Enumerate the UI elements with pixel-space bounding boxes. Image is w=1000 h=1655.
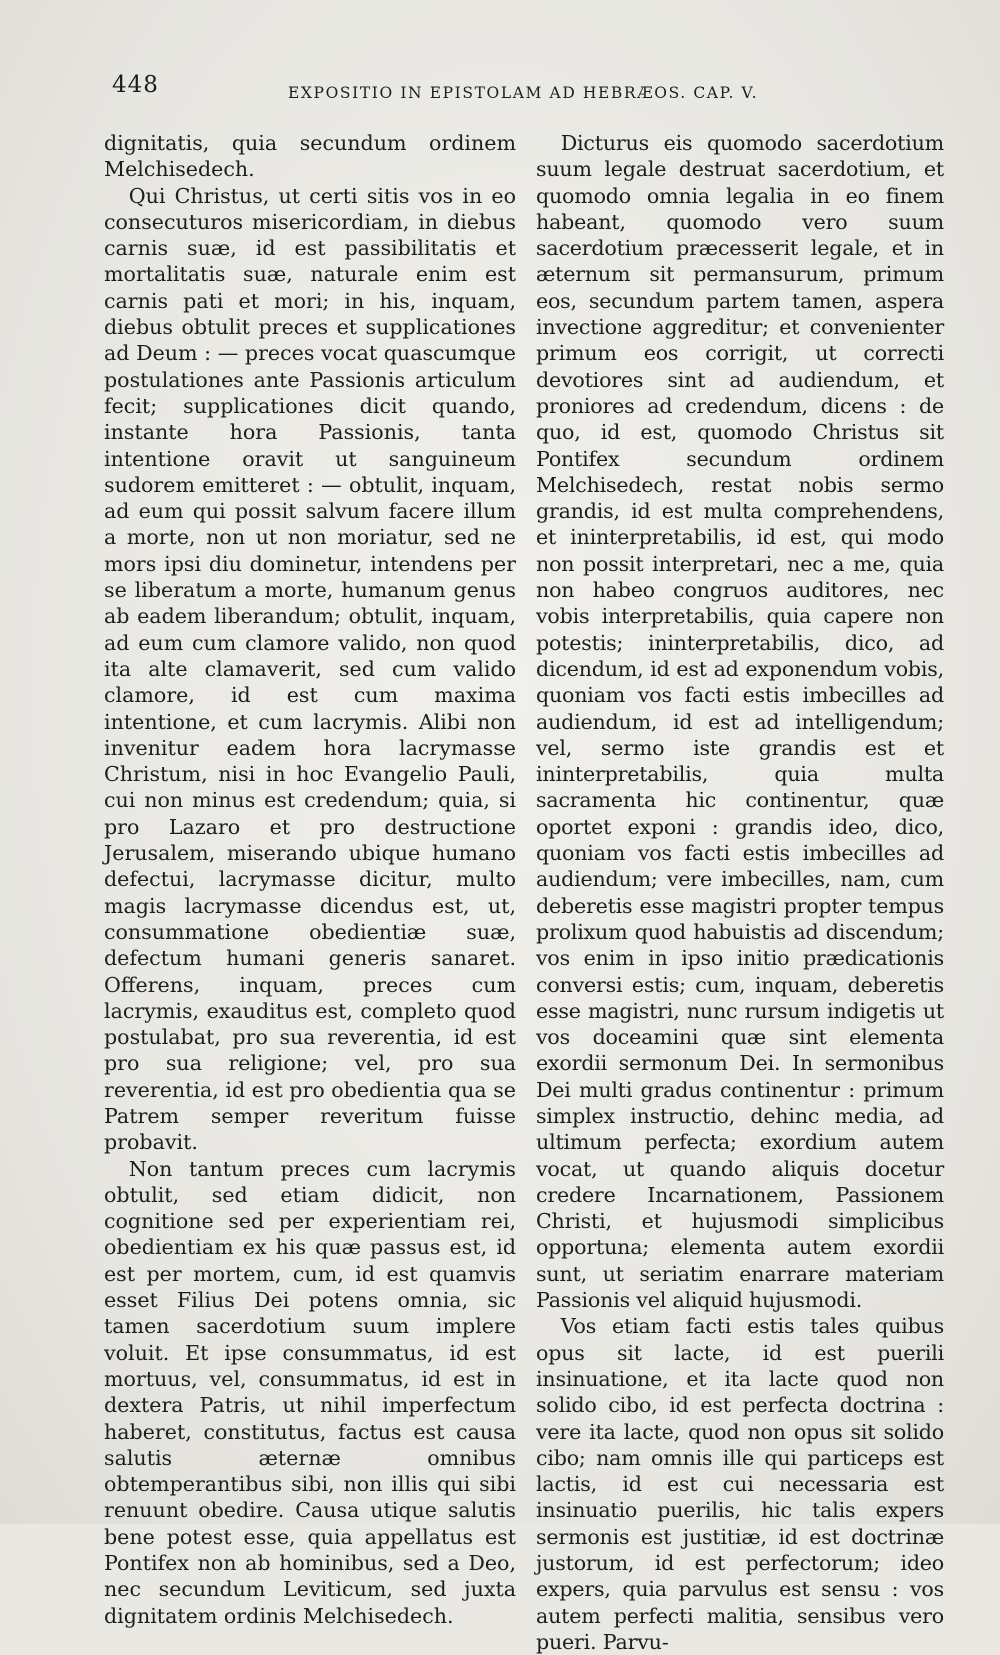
paragraph: Qui Christus, ut certi sitis vos in eo consecuturos misericordiam, in diebus carnis suæ, id est passibilitatis et mortalitatis suæ, naturale enim est carnis pati et mori; in his, inquam, diebus obtulit preces et supplicationes ad Deum : — preces vocat quascumque postulationes ante Passionis articulum fecit; supplicationes dicit quando, instante hora Passionis, tanta intentione oravit ut sanguineum sudorem emitteret : — obtulit, inquam, ad eum qui possit salvum facere illum a morte, non ut non moriatur, sed ne mors ipsi diu dominetur, intendens per se liberatum a morte, humanum genus ab eadem liberandum; obtulit, inquam, ad eum cum clamore valido, non quod ita alte clamaverit, sed cum valido clamore, id est cum maxima intentione, et cum lacrymis. Alibi non invenitur eadem hora lacrymasse Christum, nisi in hoc Evangelio Pauli, cui non minus est credendum; quia, si pro Lazaro et pro destructione Jerusalem, miserando ubique humano defectui, lacrymasse dicitur, multo magis lacrymasse dicendus est, ut, consummatione obedientiæ suæ, defectum humani generis sanaret. Offerens, inquam, preces cum lacrymis, exauditus est, completo quod postulabat, pro sua reverentia, id est pro sua religione; vel, pro sua reverentia, id est pro obedientia qua se Patrem semper reveritum fuisse probavit. — [104, 183, 516, 1155]
right-column — [536, 130, 944, 1655]
paragraph: dignitatis, quia secundum ordinem Melchisedech. — [104, 131, 516, 182]
left-column — [104, 130, 516, 1629]
running-head — [112, 72, 780, 112]
paragraph: Non tantum preces cum lacrymis obtulit, sed etiam didicit, non cognitione sed per experientiam rei, obedientiam ex his quæ passus est, id est per mortem, cum, id est quamvis esset Filius Dei potens omnia, sic tamen sacerdotium suum implere voluit. Et ipse consummatus, id est mortuus, vel, consummatus, id est in dextera Patris, ut nihil imperfectum haberet, constitutus, factus est causa salutis æternæ omnibus obtemperantibus sibi, non illis qui sibi renuunt obedire. Causa utique salutis bene potest esse, quia appellatus est Pontifex non ab hominibus, sed a Deo, nec secundum Leviticum, sed juxta dignitatem ordinis Melchisedech. — [104, 1156, 516, 1628]
paragraph: Dicturus eis quomodo sacerdotium suum legale destruat sacerdotium, et quomodo omnia legalia in eo finem habeant, quomodo vero suum sacerdotium præcesserit legale, et in æternum sit permansurum, primum eos, secundum partem tamen, aspera invectione aggreditur; et convenienter primum eos corrigit, ut correcti devotiores sint ad audiendum, et proniores ad credendum, dicens : de quo, id est, quomodo Christus sit Pontifex secundum ordinem Melchisedech, restat nobis sermo grandis, id est multa comprehendens, et ininterpretabilis, id est, qui modo non possit interpretari, nec a me, quia non habeo congruos auditores, nec vobis interpretabilis, quia capere non potestis; ininterpretabilis, dico, ad dicendum, id est ad exponendum vobis, quoniam vos facti estis imbecilles ad audiendum, id est ad intelligendum; vel, sermo iste grandis est et ininterpretabilis, quia multa sacramenta hic continentur, quæ oportet exponi : grandis ideo, dico, quoniam vos facti estis imbecilles ad audiendum; vere imbecilles, nam, cum deberetis esse magistri propter tempus prolixum quod habuistis ad discendum; vos enim in ipso initio prædicationis conversi estis; cum, inquam, deberetis esse magistri, nunc rursum indigetis ut vos doceamini quæ sint elementa exordii sermonum Dei. In sermonibus Dei multi gradus continentur : primum simplex instructio, dehinc media, ad ultimum perfecta; exordium autem vocat, ut quando aliquis docetur credere Incarnationem, Passionem Christi, et hujusmodi simplicibus opportuna; elementa autem exordii sunt, ut seriatim enarrare materiam Passionis vel aliquid hujusmodi. — [536, 131, 944, 1313]
paragraph: Vos etiam facti estis tales quibus opus sit lacte, id est puerili insinuatione, et ita lacte quod non solido cibo, id est perfecta doctrina : vere ita lacte, quod non opus sit solido cibo; nam omnis ille qui particeps est lactis, id est cui necessaria est insinuatio puerilis, hic talis expers sermonis est justitiæ, id est doctrinæ justorum, id est perfectorum; ideo expers, quia parvulus est sensu : vos autem perfecti malitia, sensibus vero pueri. Parvu- — [536, 1314, 944, 1654]
page-number: 448 — [112, 72, 159, 98]
running-title: EXPOSITIO IN EPISTOLAM AD HEBRÆOS. CAP. V. — [288, 84, 759, 102]
